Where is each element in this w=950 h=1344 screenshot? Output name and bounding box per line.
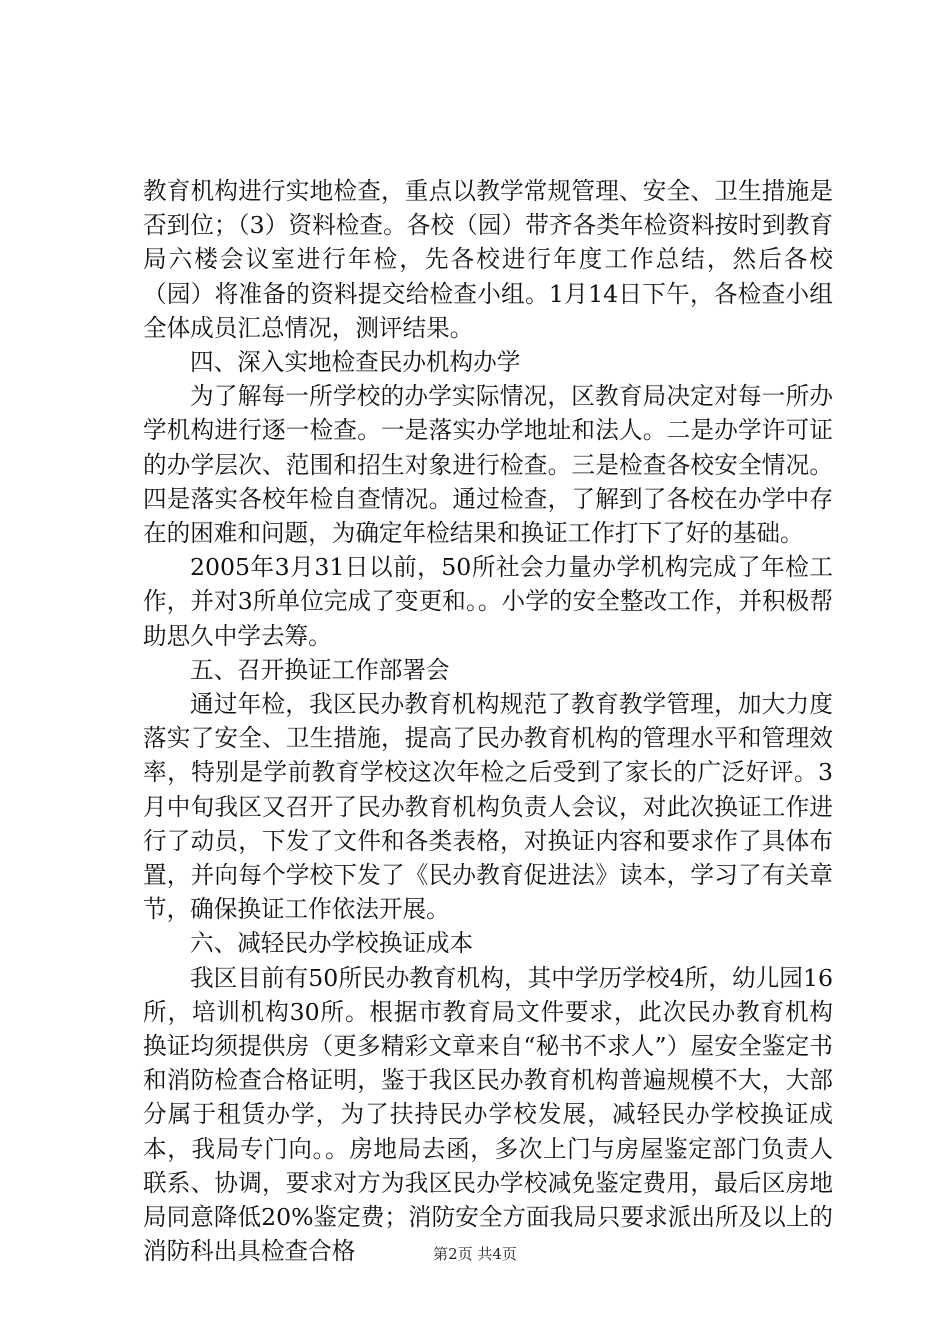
paragraph-meeting: 通过年检，我区民办教育机构规范了教育教学管理，加大力度落实了安全、卫生措施，提高了民办教育机构的管理水平和管理效率，特别是学前教育学校这次年检之后受到了家长的广泛好评。3月中旬我区又召开了民办教育机构负责人会议，对此次换证工作进行了动员，下发了文件和各类表格，对换证内容和要求作了具体布置，并向每个学校下发了《民办教育促进法》读本，学习了有关章节，确保换证工作依法开展。 <box>143 690 833 924</box>
paragraph-annual-check: 2005年3月31日以前，50所社会力量办学机构完成了年检工作，并对3所单位完成了变更和。。小学的安全整改工作，并积极帮助思久中学去筹。 <box>143 553 833 650</box>
page-number-footer: 第2页 共4页 <box>433 1245 517 1263</box>
section-heading-6: 六、减轻民办学校换证成本 <box>190 929 474 958</box>
section-heading-4: 四、深入实地检查民办机构办学 <box>190 348 521 377</box>
document-body <box>143 174 833 1269</box>
paragraph-inspection: 为了解每一所学校的办学实际情况，区教育局决定对每一所办学机构进行逐一检查。一是落实办学地址和法人。二是办学许可证的办学层次、范围和招生对象进行检查。三是检查各校安全情况。四是落实各校年检自查情况。通过检查，了解到了各校在办学中存在的困难和问题，为确定年检结果和换证工作打下了好的基础。 <box>143 382 833 548</box>
paragraph-cost-reduction: 我区目前有50所民办教育机构，其中学历学校4所，幼儿园16所，培训机构30所。根据市教育局文件要求，此次民办教育机构换证均须提供房（更多精彩文章来自“秘书不求人”）屋安全鉴定书和消防检查合格证明，鉴于我区民办教育机构普遍规模不大，大部分属于租赁办学，为了扶持民办学校发展，减轻民办学校换证成本，我局专门向。。房地局去函，多次上门与房屋鉴定部门负责人联系、协调，要求对方为我区民办学校减免鉴定费用，最后区房地局同意降低20%鉴定费；消防安全方面我局只要求派出所及以上的消防科出具检查合格 <box>143 963 833 1266</box>
section-heading-5: 五、召开换证工作部署会 <box>190 655 450 684</box>
paragraph-continuation: 教育机构进行实地检查，重点以教学常规管理、安全、卫生措施是否到位；（3）资料检查。各校（园）带齐各类年检资料按时到教育局六楼会议室进行年检，先各校进行年度工作总结，然后各校（园）将准备的资料提交给检查小组。1月14日下午，各检查小组全体成员汇总情况，测评结果。 <box>143 177 833 342</box>
